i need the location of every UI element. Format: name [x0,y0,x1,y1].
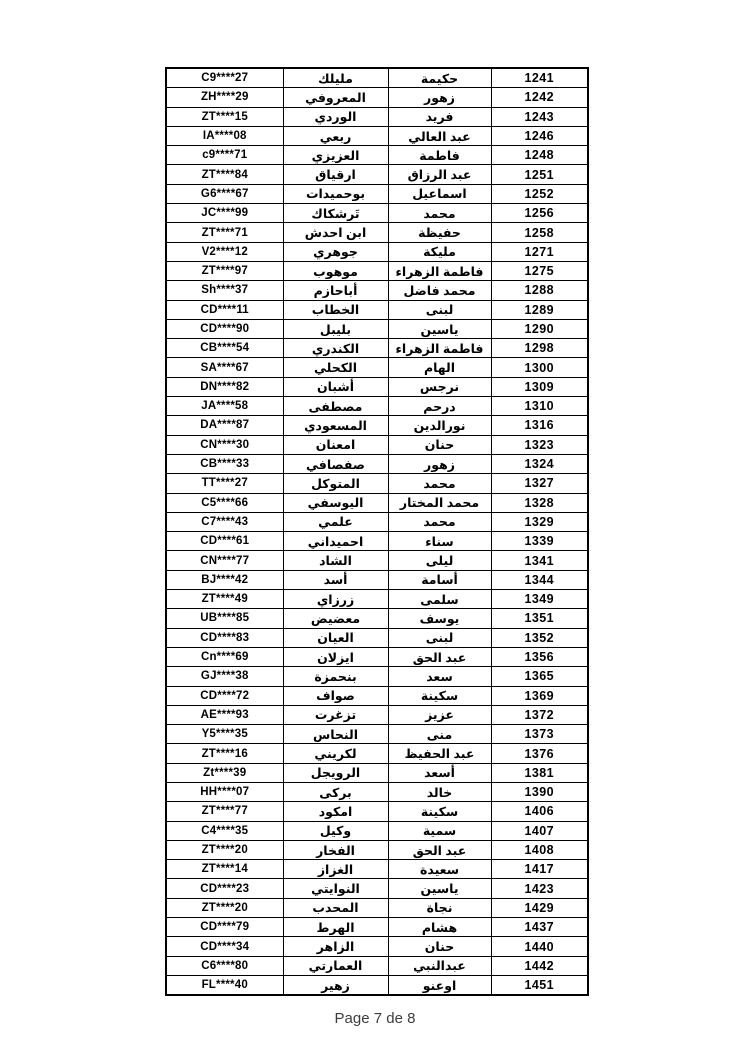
last-name-cell: مصطفى [283,397,388,416]
table-row [166,532,588,551]
first-name-cell: لبنى [388,628,491,647]
table-row [166,358,588,377]
first-name-cell: سكينة [388,686,491,705]
id-code-cell: DN****82 [166,377,283,396]
table-row [166,667,588,686]
table-row [166,860,588,879]
id-code-cell: Sh****37 [166,281,283,300]
last-name-cell: تزغرت [283,705,388,724]
last-name-cell: الكحلي [283,358,388,377]
table-row [166,474,588,493]
number-cell: 1251 [491,165,588,184]
first-name-cell: زهور [388,88,491,107]
last-name-cell: زرزاي [283,590,388,609]
first-name-cell: حفيظة [388,223,491,242]
table-row [166,397,588,416]
first-name-cell: فاطمة [388,146,491,165]
id-code-cell: GJ****38 [166,667,283,686]
last-name-cell: أشبان [283,377,388,396]
last-name-cell: الزاهر [283,937,388,956]
table-row [166,107,588,126]
first-name-cell: عبد الرزاق [388,165,491,184]
table-row [166,763,588,782]
id-code-cell: C7****43 [166,512,283,531]
first-name-cell: سناء [388,532,491,551]
id-code-cell: TT****27 [166,474,283,493]
last-name-cell: بركى [283,782,388,801]
last-name-cell: اليوسفي [283,493,388,512]
table-row [166,416,588,435]
number-cell: 1298 [491,339,588,358]
table-row [166,647,588,666]
last-name-cell: احميداني [283,532,388,551]
number-cell: 1252 [491,184,588,203]
last-name-cell: معضيض [283,609,388,628]
number-cell: 1323 [491,435,588,454]
id-code-cell: CD****61 [166,532,283,551]
number-cell: 1356 [491,647,588,666]
number-cell: 1440 [491,937,588,956]
first-name-cell: منى [388,725,491,744]
first-name-cell: خالد [388,782,491,801]
number-cell: 1407 [491,821,588,840]
id-code-cell: V2****12 [166,242,283,261]
first-name-cell: فاطمة الزهراء [388,339,491,358]
first-name-cell: نورالدين [388,416,491,435]
id-code-cell: ZT****71 [166,223,283,242]
last-name-cell: الوردي [283,107,388,126]
id-code-cell: ZT****49 [166,590,283,609]
id-code-cell: JC****99 [166,204,283,223]
last-name-cell: بنحمزة [283,667,388,686]
first-name-cell: حنان [388,435,491,454]
table-row [166,204,588,223]
table-row [166,223,588,242]
id-code-cell: ZT****14 [166,860,283,879]
table-row [166,937,588,956]
records-table [165,67,589,996]
table-row [166,184,588,203]
first-name-cell: عبدالنبي [388,956,491,975]
number-cell: 1329 [491,512,588,531]
number-cell: 1290 [491,319,588,338]
id-code-cell: Cn****69 [166,647,283,666]
table-row [166,319,588,338]
first-name-cell: حنان [388,937,491,956]
number-cell: 1408 [491,840,588,859]
first-name-cell: عزيز [388,705,491,724]
last-name-cell: أسد [283,570,388,589]
id-code-cell: SA****67 [166,358,283,377]
id-code-cell: Y5****35 [166,725,283,744]
first-name-cell: زهور [388,454,491,473]
id-code-cell: HH****07 [166,782,283,801]
last-name-cell: النوايتي [283,879,388,898]
number-cell: 1327 [491,474,588,493]
page-number-footer: Page 7 de 8 [334,1010,416,1027]
number-cell: 1417 [491,860,588,879]
table-row [166,435,588,454]
number-cell: 1309 [491,377,588,396]
first-name-cell: مليكة [388,242,491,261]
id-code-cell: ZT****20 [166,898,283,917]
table-row [166,918,588,937]
id-code-cell: UB****85 [166,609,283,628]
number-cell: 1275 [491,261,588,280]
number-cell: 1376 [491,744,588,763]
last-name-cell: الكندري [283,339,388,358]
id-code-cell: BJ****42 [166,570,283,589]
last-name-cell: امكود [283,802,388,821]
table-row [166,744,588,763]
last-name-cell: العيان [283,628,388,647]
table-row [166,512,588,531]
number-cell: 1344 [491,570,588,589]
id-code-cell: CD****79 [166,918,283,937]
first-name-cell: أسعد [388,763,491,782]
table-row [166,898,588,917]
first-name-cell: عبد الحق [388,647,491,666]
id-code-cell: CD****72 [166,686,283,705]
number-cell: 1372 [491,705,588,724]
first-name-cell: الهام [388,358,491,377]
id-code-cell: CD****11 [166,300,283,319]
number-cell: 1429 [491,898,588,917]
last-name-cell: الغزاز [283,860,388,879]
first-name-cell: ياسين [388,879,491,898]
number-cell: 1373 [491,725,588,744]
id-code-cell: Zt****39 [166,763,283,782]
table-row [166,493,588,512]
id-code-cell: C5****66 [166,493,283,512]
id-code-cell: C9****27 [166,68,283,88]
id-code-cell: G6****67 [166,184,283,203]
table-row [166,975,588,995]
last-name-cell: أباحازم [283,281,388,300]
last-name-cell: الهرط [283,918,388,937]
first-name-cell: ليلى [388,551,491,570]
last-name-cell: موهوب [283,261,388,280]
table-row [166,879,588,898]
id-code-cell: C6****80 [166,956,283,975]
number-cell: 1351 [491,609,588,628]
id-code-cell: ZT****15 [166,107,283,126]
first-name-cell: فريد [388,107,491,126]
table-row [166,686,588,705]
last-name-cell: بوحميدات [283,184,388,203]
number-cell: 1310 [491,397,588,416]
first-name-cell: سعيدة [388,860,491,879]
id-code-cell: c9****71 [166,146,283,165]
last-name-cell: علمي [283,512,388,531]
id-code-cell: JA****58 [166,397,283,416]
id-code-cell: ZT****97 [166,261,283,280]
last-name-cell: الرويجل [283,763,388,782]
first-name-cell: سمية [388,821,491,840]
table-row [166,956,588,975]
first-name-cell: اوعنو [388,975,491,995]
first-name-cell: سعد [388,667,491,686]
number-cell: 1243 [491,107,588,126]
number-cell: 1341 [491,551,588,570]
last-name-cell: النحاس [283,725,388,744]
id-code-cell: ZT****84 [166,165,283,184]
first-name-cell: عبد الحفيظ [388,744,491,763]
table-row [166,551,588,570]
table-row [166,705,588,724]
last-name-cell: العزيزي [283,146,388,165]
records-table-body [166,68,588,995]
number-cell: 1246 [491,126,588,145]
first-name-cell: عبد العالي [388,126,491,145]
id-code-cell: CD****83 [166,628,283,647]
id-code-cell: AE****93 [166,705,283,724]
number-cell: 1271 [491,242,588,261]
last-name-cell: المتوكل [283,474,388,493]
table-row [166,454,588,473]
table-row [166,609,588,628]
last-name-cell: ارقياق [283,165,388,184]
id-code-cell: FL****40 [166,975,283,995]
number-cell: 1365 [491,667,588,686]
id-code-cell: CD****90 [166,319,283,338]
last-name-cell: صفصافي [283,454,388,473]
first-name-cell: نجاة [388,898,491,917]
first-name-cell: محمد المختار [388,493,491,512]
number-cell: 1328 [491,493,588,512]
number-cell: 1390 [491,782,588,801]
table-row [166,68,588,88]
first-name-cell: سلمى [388,590,491,609]
table-row [166,339,588,358]
last-name-cell: الخطاب [283,300,388,319]
id-code-cell: CN****30 [166,435,283,454]
first-name-cell: حكيمة [388,68,491,88]
first-name-cell: محمد [388,204,491,223]
first-name-cell: لبنى [388,300,491,319]
table-row [166,281,588,300]
first-name-cell: ياسين [388,319,491,338]
number-cell: 1442 [491,956,588,975]
number-cell: 1258 [491,223,588,242]
number-cell: 1288 [491,281,588,300]
number-cell: 1369 [491,686,588,705]
table-row [166,802,588,821]
number-cell: 1406 [491,802,588,821]
first-name-cell: نرجس [388,377,491,396]
last-name-cell: المعروفي [283,88,388,107]
table-row [166,300,588,319]
last-name-cell: المحدب [283,898,388,917]
last-name-cell: جوهري [283,242,388,261]
number-cell: 1339 [491,532,588,551]
number-cell: 1349 [491,590,588,609]
number-cell: 1316 [491,416,588,435]
last-name-cell: زهير [283,975,388,995]
id-code-cell: CB****33 [166,454,283,473]
table-row [166,782,588,801]
table-row [166,840,588,859]
number-cell: 1423 [491,879,588,898]
first-name-cell: أسامة [388,570,491,589]
id-code-cell: CB****54 [166,339,283,358]
table-row [166,628,588,647]
last-name-cell: الشاد [283,551,388,570]
number-cell: 1256 [491,204,588,223]
number-cell: 1324 [491,454,588,473]
first-name-cell: محمد [388,512,491,531]
number-cell: 1248 [491,146,588,165]
last-name-cell: لكريني [283,744,388,763]
table-row [166,377,588,396]
table-row [166,590,588,609]
first-name-cell: هشام [388,918,491,937]
number-cell: 1300 [491,358,588,377]
last-name-cell: ابن احدش [283,223,388,242]
first-name-cell: عبد الحق [388,840,491,859]
first-name-cell: درحم [388,397,491,416]
number-cell: 1242 [491,88,588,107]
id-code-cell: ZT****20 [166,840,283,859]
last-name-cell: وكيل [283,821,388,840]
number-cell: 1289 [491,300,588,319]
table-row [166,242,588,261]
last-name-cell: المسعودي [283,416,388,435]
id-code-cell: CD****23 [166,879,283,898]
last-name-cell: ربعي [283,126,388,145]
table-row [166,88,588,107]
number-cell: 1381 [491,763,588,782]
table-row [166,725,588,744]
table-row [166,165,588,184]
last-name-cell: بليبل [283,319,388,338]
first-name-cell: فاطمة الزهراء [388,261,491,280]
id-code-cell: ZH****29 [166,88,283,107]
table-row [166,261,588,280]
last-name-cell: العمارتي [283,956,388,975]
first-name-cell: محمد [388,474,491,493]
number-cell: 1437 [491,918,588,937]
last-name-cell: ايزلان [283,647,388,666]
table-row [166,570,588,589]
id-code-cell: CD****34 [166,937,283,956]
last-name-cell: صواف [283,686,388,705]
id-code-cell: ZT****77 [166,802,283,821]
first-name-cell: اسماعيل [388,184,491,203]
table-row [166,146,588,165]
id-code-cell: C4****35 [166,821,283,840]
number-cell: 1352 [491,628,588,647]
table-row [166,126,588,145]
first-name-cell: محمد فاضل [388,281,491,300]
table-row [166,821,588,840]
first-name-cell: يوسف [388,609,491,628]
id-code-cell: CN****77 [166,551,283,570]
number-cell: 1241 [491,68,588,88]
last-name-cell: مليلك [283,68,388,88]
last-name-cell: تَرشكاك [283,204,388,223]
id-code-cell: ZT****16 [166,744,283,763]
number-cell: 1451 [491,975,588,995]
last-name-cell: امعنان [283,435,388,454]
id-code-cell: IA****08 [166,126,283,145]
last-name-cell: الفخار [283,840,388,859]
id-code-cell: DA****87 [166,416,283,435]
first-name-cell: سكينة [388,802,491,821]
